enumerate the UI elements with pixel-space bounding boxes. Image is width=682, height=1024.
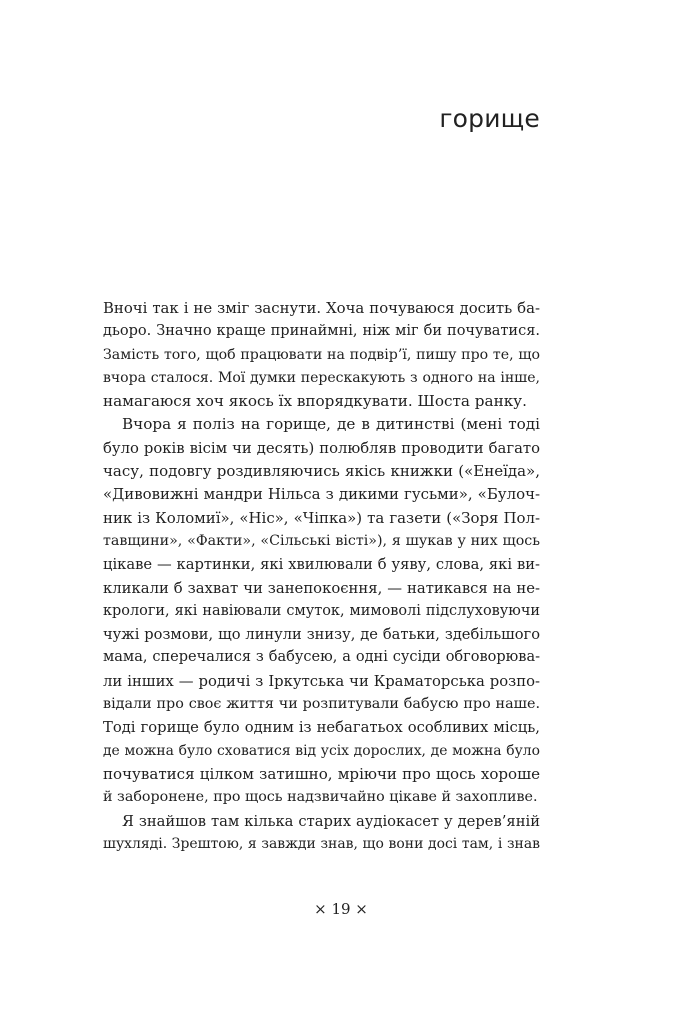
text-line: було років вісім чи десять) полюбляв проводити багато: [103, 439, 540, 457]
text-line: мама, сперечалися з бабусею, а одні сусіди обговорюва-: [103, 649, 540, 666]
chapter-title: горище: [439, 104, 540, 133]
text-line: шухляді. Зрештою, я завжди знав, що вони досі там, і знав: [103, 835, 540, 852]
text-line: де можна було сховатися від усіх дорослих, де можна було: [103, 742, 540, 759]
text-line: відали про своє життя чи розпитували бабусю про наше.: [103, 696, 540, 713]
text-line: ник із Коломиї», «Ніс», «Чіпка») та газети («Зоря Пол-: [103, 508, 540, 527]
text-line: й заборонене, про щось надзвичайно цікаве й захопливе.: [103, 789, 538, 806]
body-text: [103, 297, 540, 856]
text-line: ли інших — родичі з Іркутська чи Краматорська розпо-: [103, 672, 540, 690]
text-line: вчора сталося. Мої думки перескакують з одного на інше,: [103, 369, 540, 386]
text-line: цікаве — картинки, які хвилювали б уяву, слова, які ви-: [103, 556, 540, 574]
text-line: тавщини», «Факти», «Сільські вісті»), я шукав у них щось: [103, 532, 540, 549]
text-line: дьоро. Значно краще принаймні, ніж міг би почуватися.: [103, 323, 540, 340]
text-line: Я знайшов там кілька старих аудіокасет у дерев’яній: [122, 812, 540, 830]
text-line: Вчора я поліз на горище, де в дитинстві (мені тоді: [122, 415, 540, 434]
text-line: часу, подовгу роздивляючись якісь книжки («Енеїда»,: [103, 462, 540, 481]
page-number: × 19 ×: [314, 900, 368, 918]
text-line: Замість того, щоб працювати на подвір’ї, пишу про те, що: [103, 346, 540, 363]
text-line: почуватися цілком затишно, мріючи про щось хороше: [103, 764, 540, 783]
text-line: кликали б захват чи занепокоєння, — натикався на не-: [103, 579, 540, 597]
text-line: «Дивовижні мандри Нільса з дикими гусьми», «Булоч-: [103, 485, 540, 504]
text-line: чужі розмови, що линули знизу, де батьки, здебільшого: [103, 626, 540, 644]
text-line: крологи, які навіювали смуток, мимоволі підслуховуючи: [103, 602, 540, 619]
text-line: намагаюся хоч якось їх впорядкувати. Шоста ранку.: [103, 392, 527, 411]
text-line: Тоді горище було одним із небагатьох особливих місць,: [103, 719, 540, 737]
text-line: Вночі так і не зміг заснути. Хоча почуваюся досить ба-: [103, 299, 540, 317]
